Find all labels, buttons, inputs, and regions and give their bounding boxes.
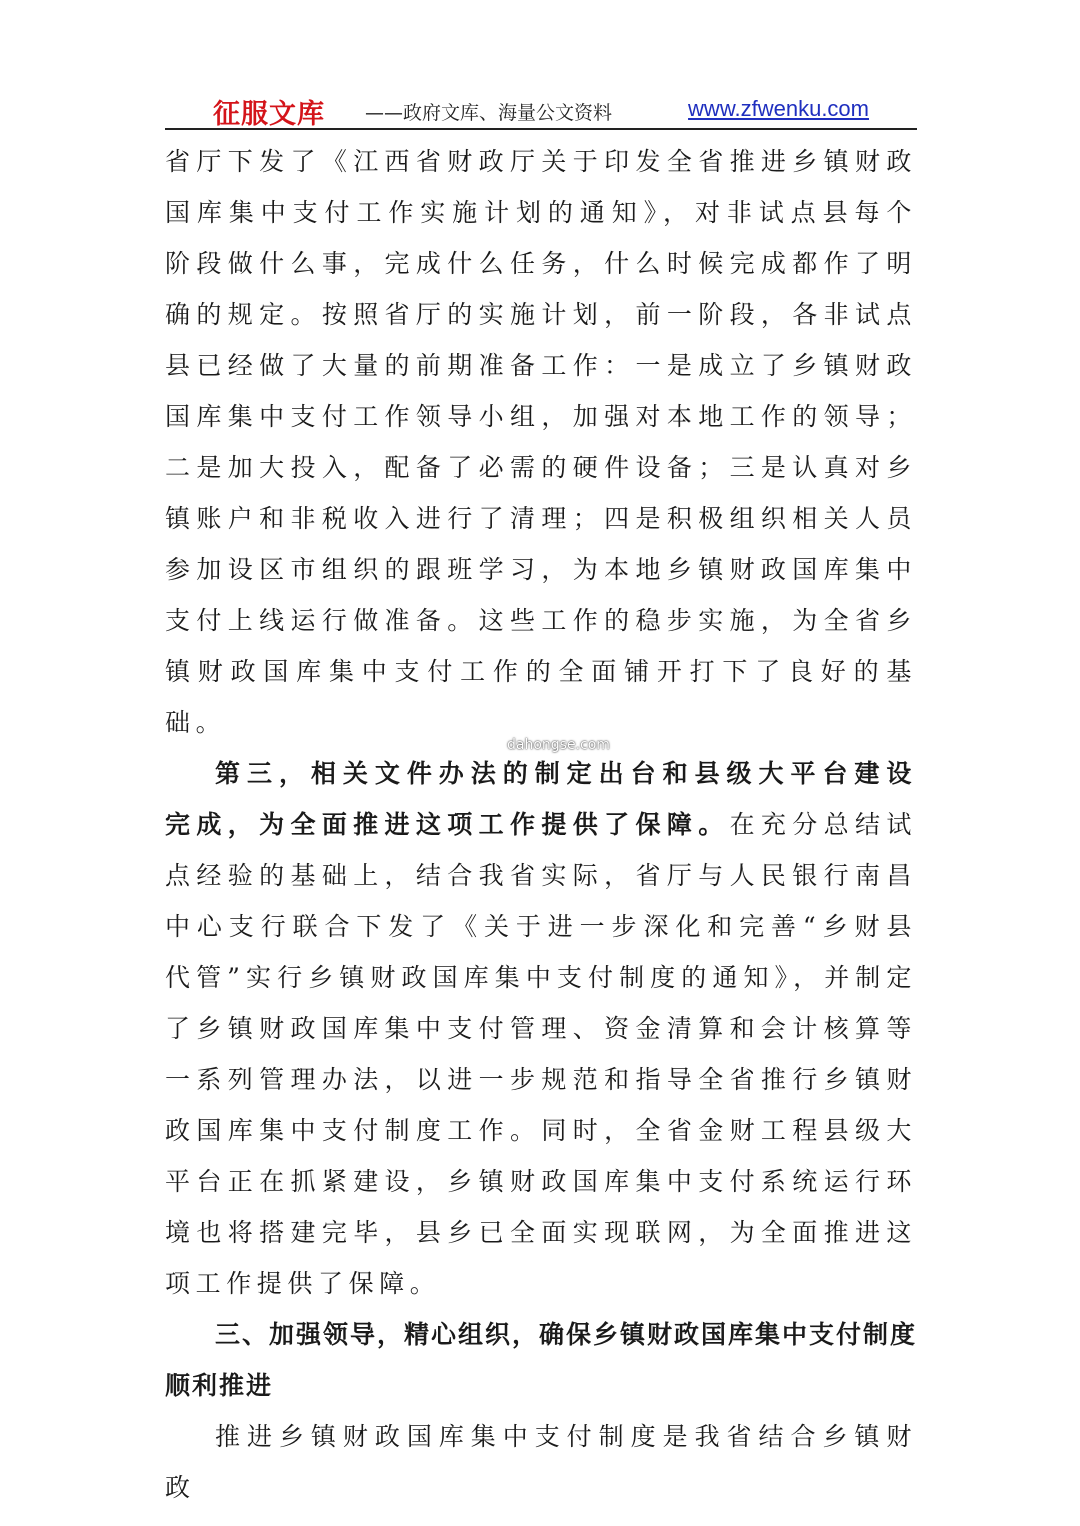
- paragraph-2: [165, 748, 917, 1309]
- watermark-text: dahongse.com: [507, 737, 610, 753]
- header-tagline: ——政府文库、海量公文资料: [365, 102, 613, 124]
- paragraph-3: 推进乡镇财政国库集中支付制度是我省结合乡镇财政: [165, 1422, 917, 1502]
- paragraph-2-body: 在充分总结试点经验的基础上，结合我省实际，省厅与人民银行南昌中心支行联合下发了《关于进一步深化和完善“乡财县代管”实行乡镇财政国库集中支付制度的通知》，并制定了乡镇财政国库集中支付管理、资金清算和会计核算等一系列管理办法，以进一步规范和指导全省推行乡镇财政国库集中支付制度工作。同时，全省金财工程县级大平台正在抓紧建设，乡镇财政国库集中支付系统运行环境也将搭建完毕，县乡已全面实现联网，为全面推进这项工作提供了保障。: [165, 810, 917, 1298]
- paragraph-1: 省厅下发了《江西省财政厅关于印发全省推进乡镇财政国库集中支付工作实施计划的通知》，对非试点县每个阶段做什么事，完成什么任务，什么时候完成都作了明确的规定。按照省厅的实施计划，前一阶段，各非试点县已经做了大量的前期准备工作：一是成立了乡镇财政国库集中支付工作领导小组，加强对本地工作的领导；二是加大投入，配备了必需的硬件设备；三是认真对乡镇账户和非税收入进行了清理；四是积极组织相关人员参加设区市组织的跟班学习，为本地乡镇财政国库集中支付上线运行做准备。这些工作的稳步实施，为全省乡镇财政国库集中支付工作的全面铺开打下了良好的基础。: [165, 147, 917, 737]
- brand-logo-text: 征服文库: [213, 99, 325, 130]
- section-heading: 三、加强领导，精心组织，确保乡镇财政国库集中支付制度顺利推进: [165, 1320, 918, 1400]
- document-body: [165, 136, 917, 1513]
- page-header: [165, 92, 917, 130]
- paragraph-2-lead: 第三，相关文件办法的制定出台和县级大平台建设完成，为全面推进这项工作提供了保障。: [165, 759, 917, 839]
- site-url-link[interactable]: www.zfwenku.com: [688, 96, 869, 121]
